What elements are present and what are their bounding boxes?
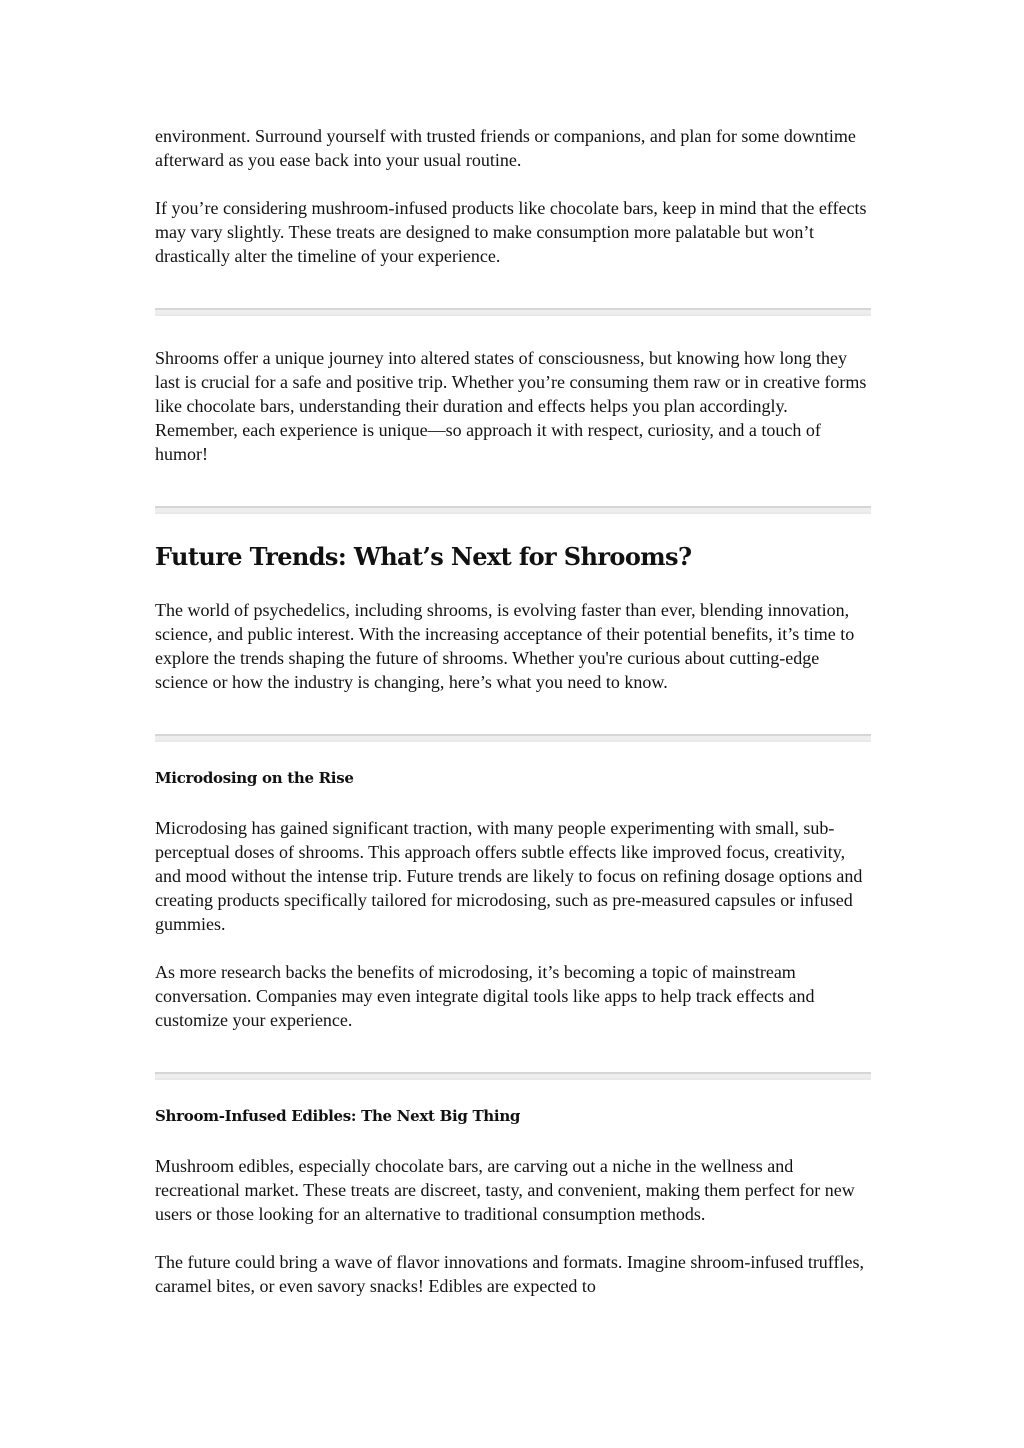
section-divider [155, 308, 871, 316]
section-divider [155, 1072, 871, 1080]
microdosing-paragraph-2: As more research backs the benefits of microdosing, it’s becoming a topic of mainstream conversation. Companies may even integrate digital tools like apps to help track effects and customize your experience. [155, 962, 815, 1030]
article-body [155, 124, 871, 1298]
conclusion-paragraph: Shrooms offer a unique journey into altered states of consciousness, but knowing how long they last is crucial for a safe and positive trip. Whether you’re consuming them raw or in creative forms like chocolate bars, understanding their duration and effects helps you plan accordingly. Remember, each experience is unique—so approach it with respect, curiosity, and a touch of humor! [155, 348, 867, 464]
section-divider [155, 734, 871, 742]
section-divider [155, 506, 871, 514]
microdosing-heading: Microdosing on the Rise [155, 769, 354, 787]
edibles-paragraph-1: Mushroom edibles, especially chocolate bars, are carving out a niche in the wellness and recreational market. These treats are discreet, tasty, and convenient, making them perfect for new users or those looking for an alternative to traditional consumption methods. [155, 1156, 855, 1224]
future-trends-paragraph: The world of psychedelics, including shrooms, is evolving faster than ever, blending innovation, science, and public interest. With the increasing acceptance of their potential benefits, it’s time to explore the trends shaping the future of shrooms. Whether you're curious about cutting-edge science or how the industry is changing, here’s what you need to know. [155, 600, 855, 692]
intro-paragraph-1: environment. Surround yourself with trusted friends or companions, and plan for some downtime afterward as you ease back into your usual routine. [155, 126, 856, 170]
edibles-heading: Shroom-Infused Edibles: The Next Big Thing [155, 1107, 521, 1125]
intro-paragraph-2: If you’re considering mushroom-infused products like chocolate bars, keep in mind that the effects may vary slightly. These treats are designed to make consumption more palatable but won’t drastically alter the timeline of your experience. [155, 198, 867, 266]
microdosing-paragraph-1: Microdosing has gained significant traction, with many people experimenting with small, sub-perceptual doses of shrooms. This approach offers subtle effects like improved focus, creativity, and mood without the intense trip. Future trends are likely to focus on refining dosage options and creating products specifically tailored for microdosing, such as pre-measured capsules or infused gummies. [155, 818, 863, 934]
edibles-paragraph-2: The future could bring a wave of flavor innovations and formats. Imagine shroom-infused truffles, caramel bites, or even savory snacks! Edibles are expected to [155, 1252, 864, 1296]
future-trends-heading: Future Trends: What’s Next for Shrooms? [155, 542, 692, 571]
